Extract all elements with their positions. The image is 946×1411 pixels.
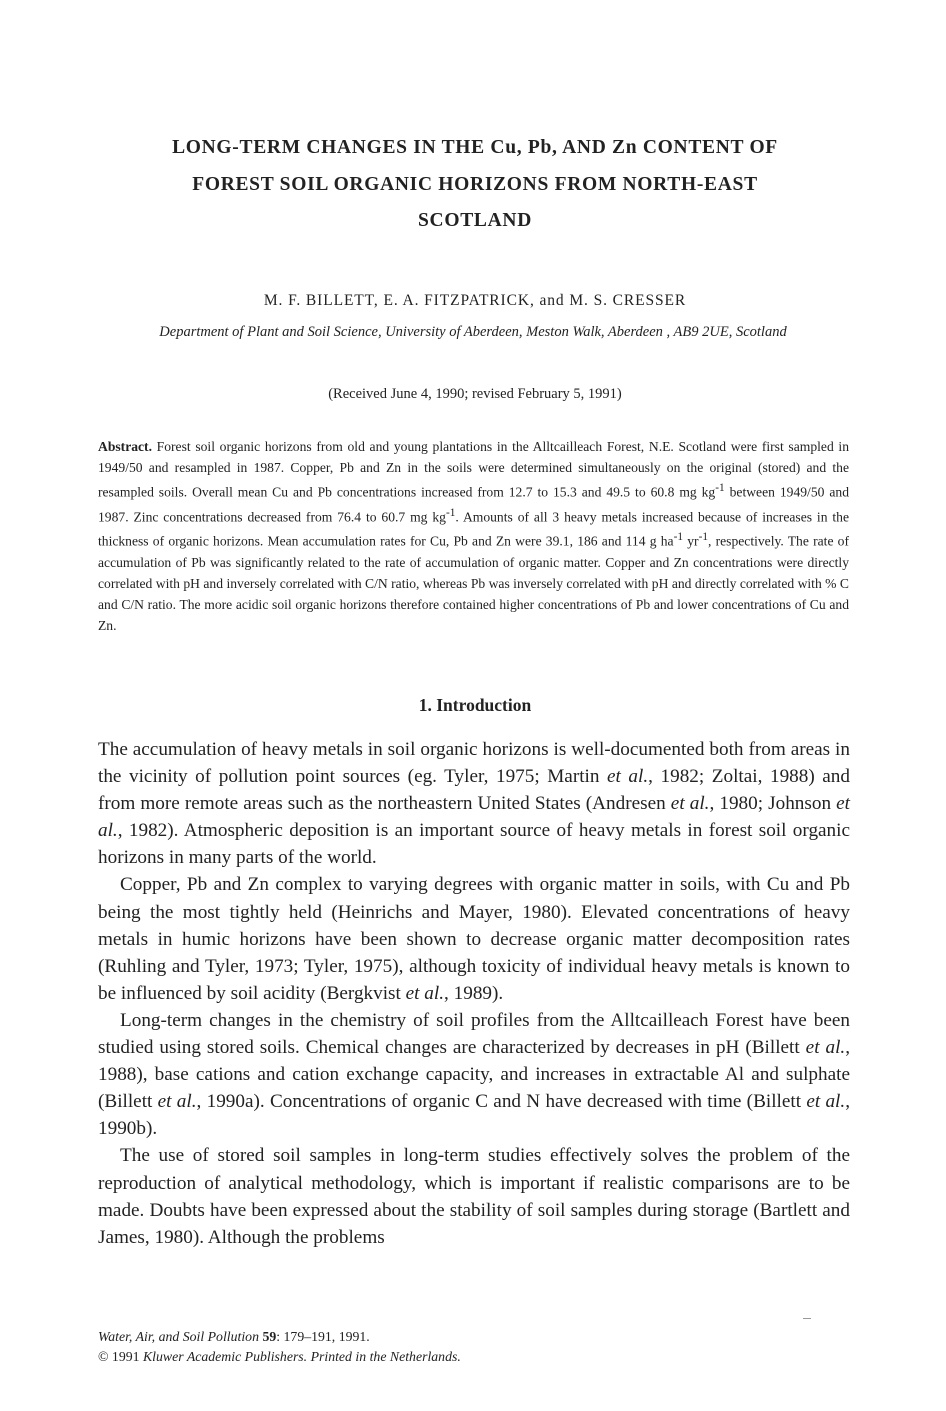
introduction-body xyxy=(98,736,850,1251)
page-mark xyxy=(803,1318,811,1319)
copyright-line: © 1991 Kluwer Academic Publishers. Printed in the Netherlands. xyxy=(98,1348,461,1364)
received-dates: (Received June 4, 1990; revised February 5, 1991) xyxy=(328,386,622,402)
author-list: M. F. BILLETT, E. A. FITZPATRICK, and M. S. CRESSER xyxy=(263,292,687,309)
page-footer xyxy=(98,1327,848,1366)
intro-paragraph-4: The use of stored soil samples in long-term studies effectively solves the problem of the reproduction of analytical methodology, which is important if realistic comparisons are to be made. Doubts have been expressed about the stability of soil samples during storage (Bartlett and James, 1980). Although the problems xyxy=(98,1145,850,1248)
section-heading-introduction: 1. Introduction xyxy=(418,695,532,715)
title-line-3: SCOTLAND xyxy=(418,210,532,231)
abstract-label: Abstract. xyxy=(98,439,152,454)
abstract: Abstract. Forest soil organic horizons from old and young plantations in the Alltcailleach Forest, N.E. Scotland were first sampled in 1949/50 and resampled in 1987. Copper, Pb and Zn in the soils were determined simultaneously on the original (stored) and the resampled soils. Overall mean Cu and Pb concentrations increased from 12.7 to 15.3 and 49.5 to 60.8 mg $kg^{-1}$ between 1949/50 and 1987. Zinc concentrations decreased from 76.4 to 60.7 mg $kg^{-1}$. Amounts of all 3 heavy metals increased because of increases in the thickness of organic horizons. Mean accumulation rates for Cu, Pb and Zn were 39.1, 186 and 114 g $ha^{-1}$ $yr^{-1}$, respectively. The rate of accumulation of Pb was significantly related to the rate of accumulation of organic matter. Copper and Zn concentrations were directly correlated with pH and inversely correlated with C/N ratio, whereas Pb was inversely correlated with pH and directly correlated with % C and C/N ratio. The more acidic soil organic horizons therefore contained higher concentrations of Pb and lower concentrations of Cu and Zn. xyxy=(98,439,850,633)
title-line-2: FOREST SOIL ORGANIC HORIZONS FROM NORTH-EAST xyxy=(192,173,758,195)
intro-paragraph-2: Copper, Pb and Zn complex to varying degrees with organic matter in soils, with Cu and Pb being the most tightly held (Heinrichs and Mayer, 1980). Elevated concentrations of heavy metals in humic horizons have been shown to decrease organic matter decomposition rates (Ruhling and Tyler, 1973; Tyler, 1975), although toxicity of individual heavy metals is known to be influenced by soil acidity (Bergkvist et al., 1989). xyxy=(98,874,850,1004)
title-line-1: LONG-TERM CHANGES IN THE Cu, Pb, AND Zn CONTENT OF xyxy=(172,137,778,158)
affiliation: Department of Plant and Soil Science, University of Aberdeen, Meston Walk, Aberdeen , AB9 2UE, Scotland xyxy=(159,324,787,340)
intro-paragraph-1: The accumulation of heavy metals in soil organic horizons is well-documented both from areas in the vicinity of pollution point sources (eg. Tyler, 1975; Martin et al., 1982; Zoltai, 1988) and from more remote areas such as the northeastern United States (Andresen et al., 1980; Johnson et al., 1982). Atmospheric deposition is an important source of heavy metals in forest soil organic horizons in many parts of the world. xyxy=(98,739,851,869)
journal-citation: Water, Air, and Soil Pollution 59: 179–191, 1991. xyxy=(98,1329,370,1344)
paper-title xyxy=(100,130,850,240)
intro-paragraph-3: Long-term changes in the chemistry of soil profiles from the Alltcailleach Forest have been studied using stored soils. Chemical changes are characterized by decreases in pH (Billett et al., 1988), base cations and cation exchange capacity, and increases in extractable Al and sulphate (Billett et al., 1990a). Concentrations of organic C and N have decreased with time (Billett et al., 1990b). xyxy=(98,1009,850,1140)
